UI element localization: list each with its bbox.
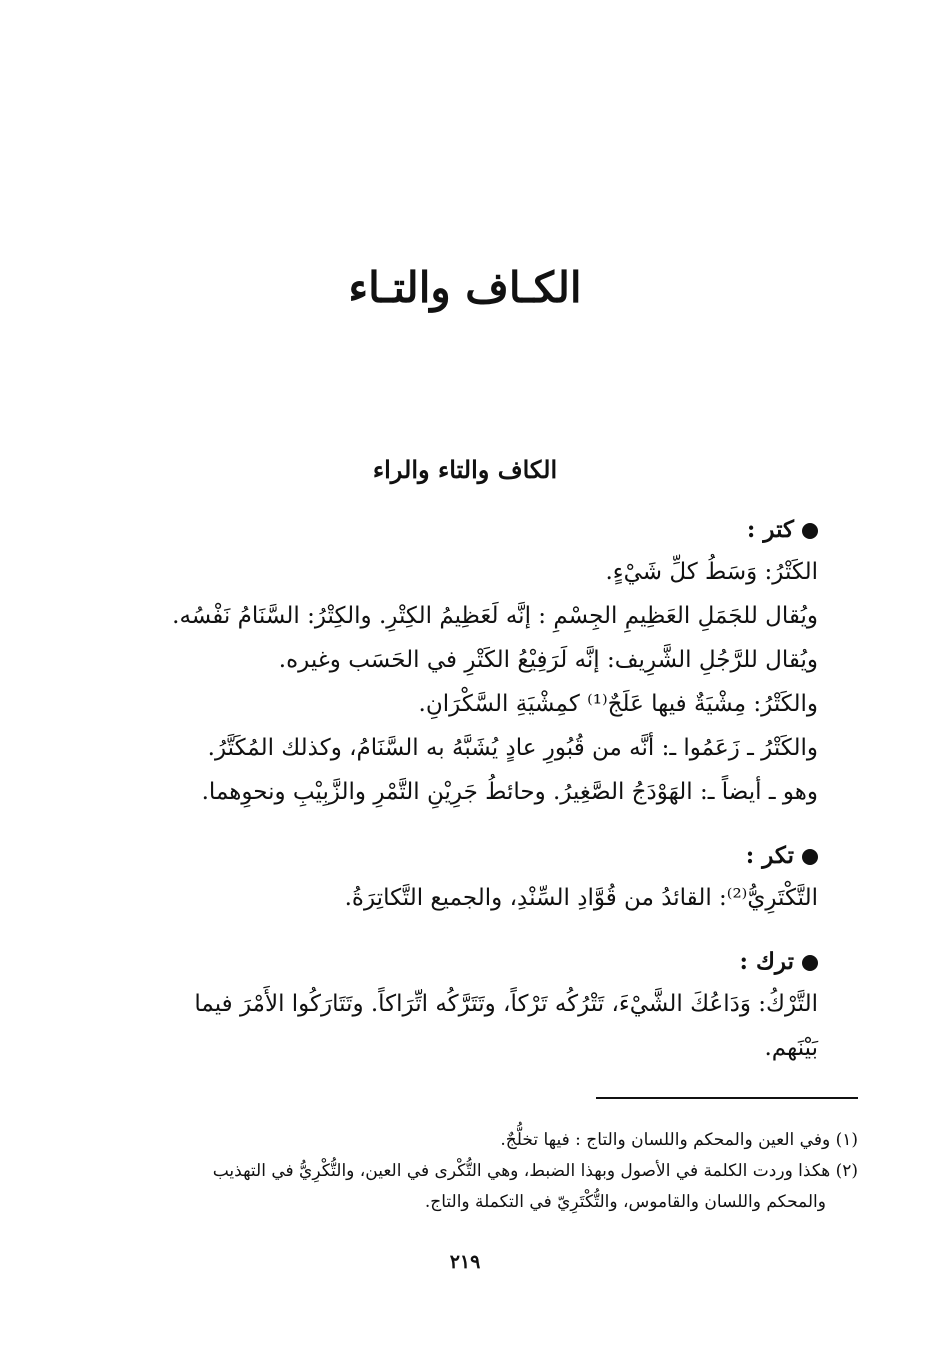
entry-line: وهو ـ أيضاً ـ: الهَوْدَجُ الصَّغِيرُ. وحائطُ جَرِيْنِ التَّمْرِ والزَّبِيْبِ ونحوِهما.	[201, 779, 818, 805]
bullet-icon	[802, 849, 818, 865]
bullet-icon	[802, 523, 818, 539]
footnote-divider	[596, 1097, 858, 1099]
entry-line: والكَتْرُ: مِشْيَةٌ فيها عَلَجٌ⁽¹⁾ كمِشْيَةِ السَّكْرَانِ.	[418, 691, 818, 717]
entry-line: والكَتْرُ ـ زَعَمُوا ـ: أنَّه من قُبُورِ عادٍ يُشَبَّهُ به السَّنَامُ، وكذلك المُكَتَّرُ.	[207, 735, 818, 761]
section-title: الكاف والتاء والراء	[372, 455, 558, 484]
entry-line: بَيْنَهم.	[764, 1035, 818, 1061]
entry-heading	[60, 836, 818, 876]
entry-line: الكَتْرُ: وَسَطُ كلِّ شَيْءٍ.	[605, 559, 818, 585]
entry-heading	[60, 942, 818, 982]
entry-heading	[60, 510, 818, 550]
entry-heading-text: كتر :	[746, 516, 794, 543]
entry-heading-text: تكر :	[745, 842, 794, 869]
chapter-title: الكـاف والتـاء	[348, 263, 582, 312]
entry-ktr	[60, 510, 818, 814]
entry-heading-text: ترك :	[739, 948, 794, 975]
footnote-2: (٢) هكذا وردت الكلمة في الأصول وبهذا الضبط، وهي التُّكْرى في العين، والتُّكْرِيُّ في التهذيب	[212, 1161, 858, 1181]
entry-trk	[60, 942, 818, 1070]
footnotes	[60, 1125, 858, 1218]
entry-line: ويُقال للجَمَلِ العَظِيمِ الجِسْمِ : إنَّه لَعَظِيمُ الكِتْرِ. والكِتْرُ: السَّنَامُ نَفْسُه.	[172, 603, 818, 629]
entry-line: التَّكْتَرِيُّ⁽²⁾: القائدُ من قُوَّادِ السِّنْدِ، والجميع التَّكاتِرَةُ.	[344, 885, 818, 911]
entry-line: ويُقال للرَّجُلِ الشَّرِيف: إنَّه لَرَفِيْعُ الكَتْرِ في الحَسَب وغيره.	[278, 647, 818, 673]
footnote-2-continued: والمحكم واللسان والقاموس، والتُّكْتَرِيّ في التكملة والتاج.	[424, 1192, 826, 1212]
entry-line: التَّرْكُ: وَدَاعُكَ الشَّيْءَ، تَتْرُكُه تَرْكاً، وتَتَرَّكُه اتِّرَاكاً. وتَتَارَكُوا الأَمْرَ فيما	[194, 991, 818, 1017]
entry-tkr	[60, 836, 818, 920]
bullet-icon	[802, 955, 818, 971]
page-number: ٢١٩	[449, 1251, 481, 1273]
footnote-1: (١) وفي العين والمحكم واللسان والتاج : فيها تخلُّجٌ.	[500, 1130, 858, 1150]
